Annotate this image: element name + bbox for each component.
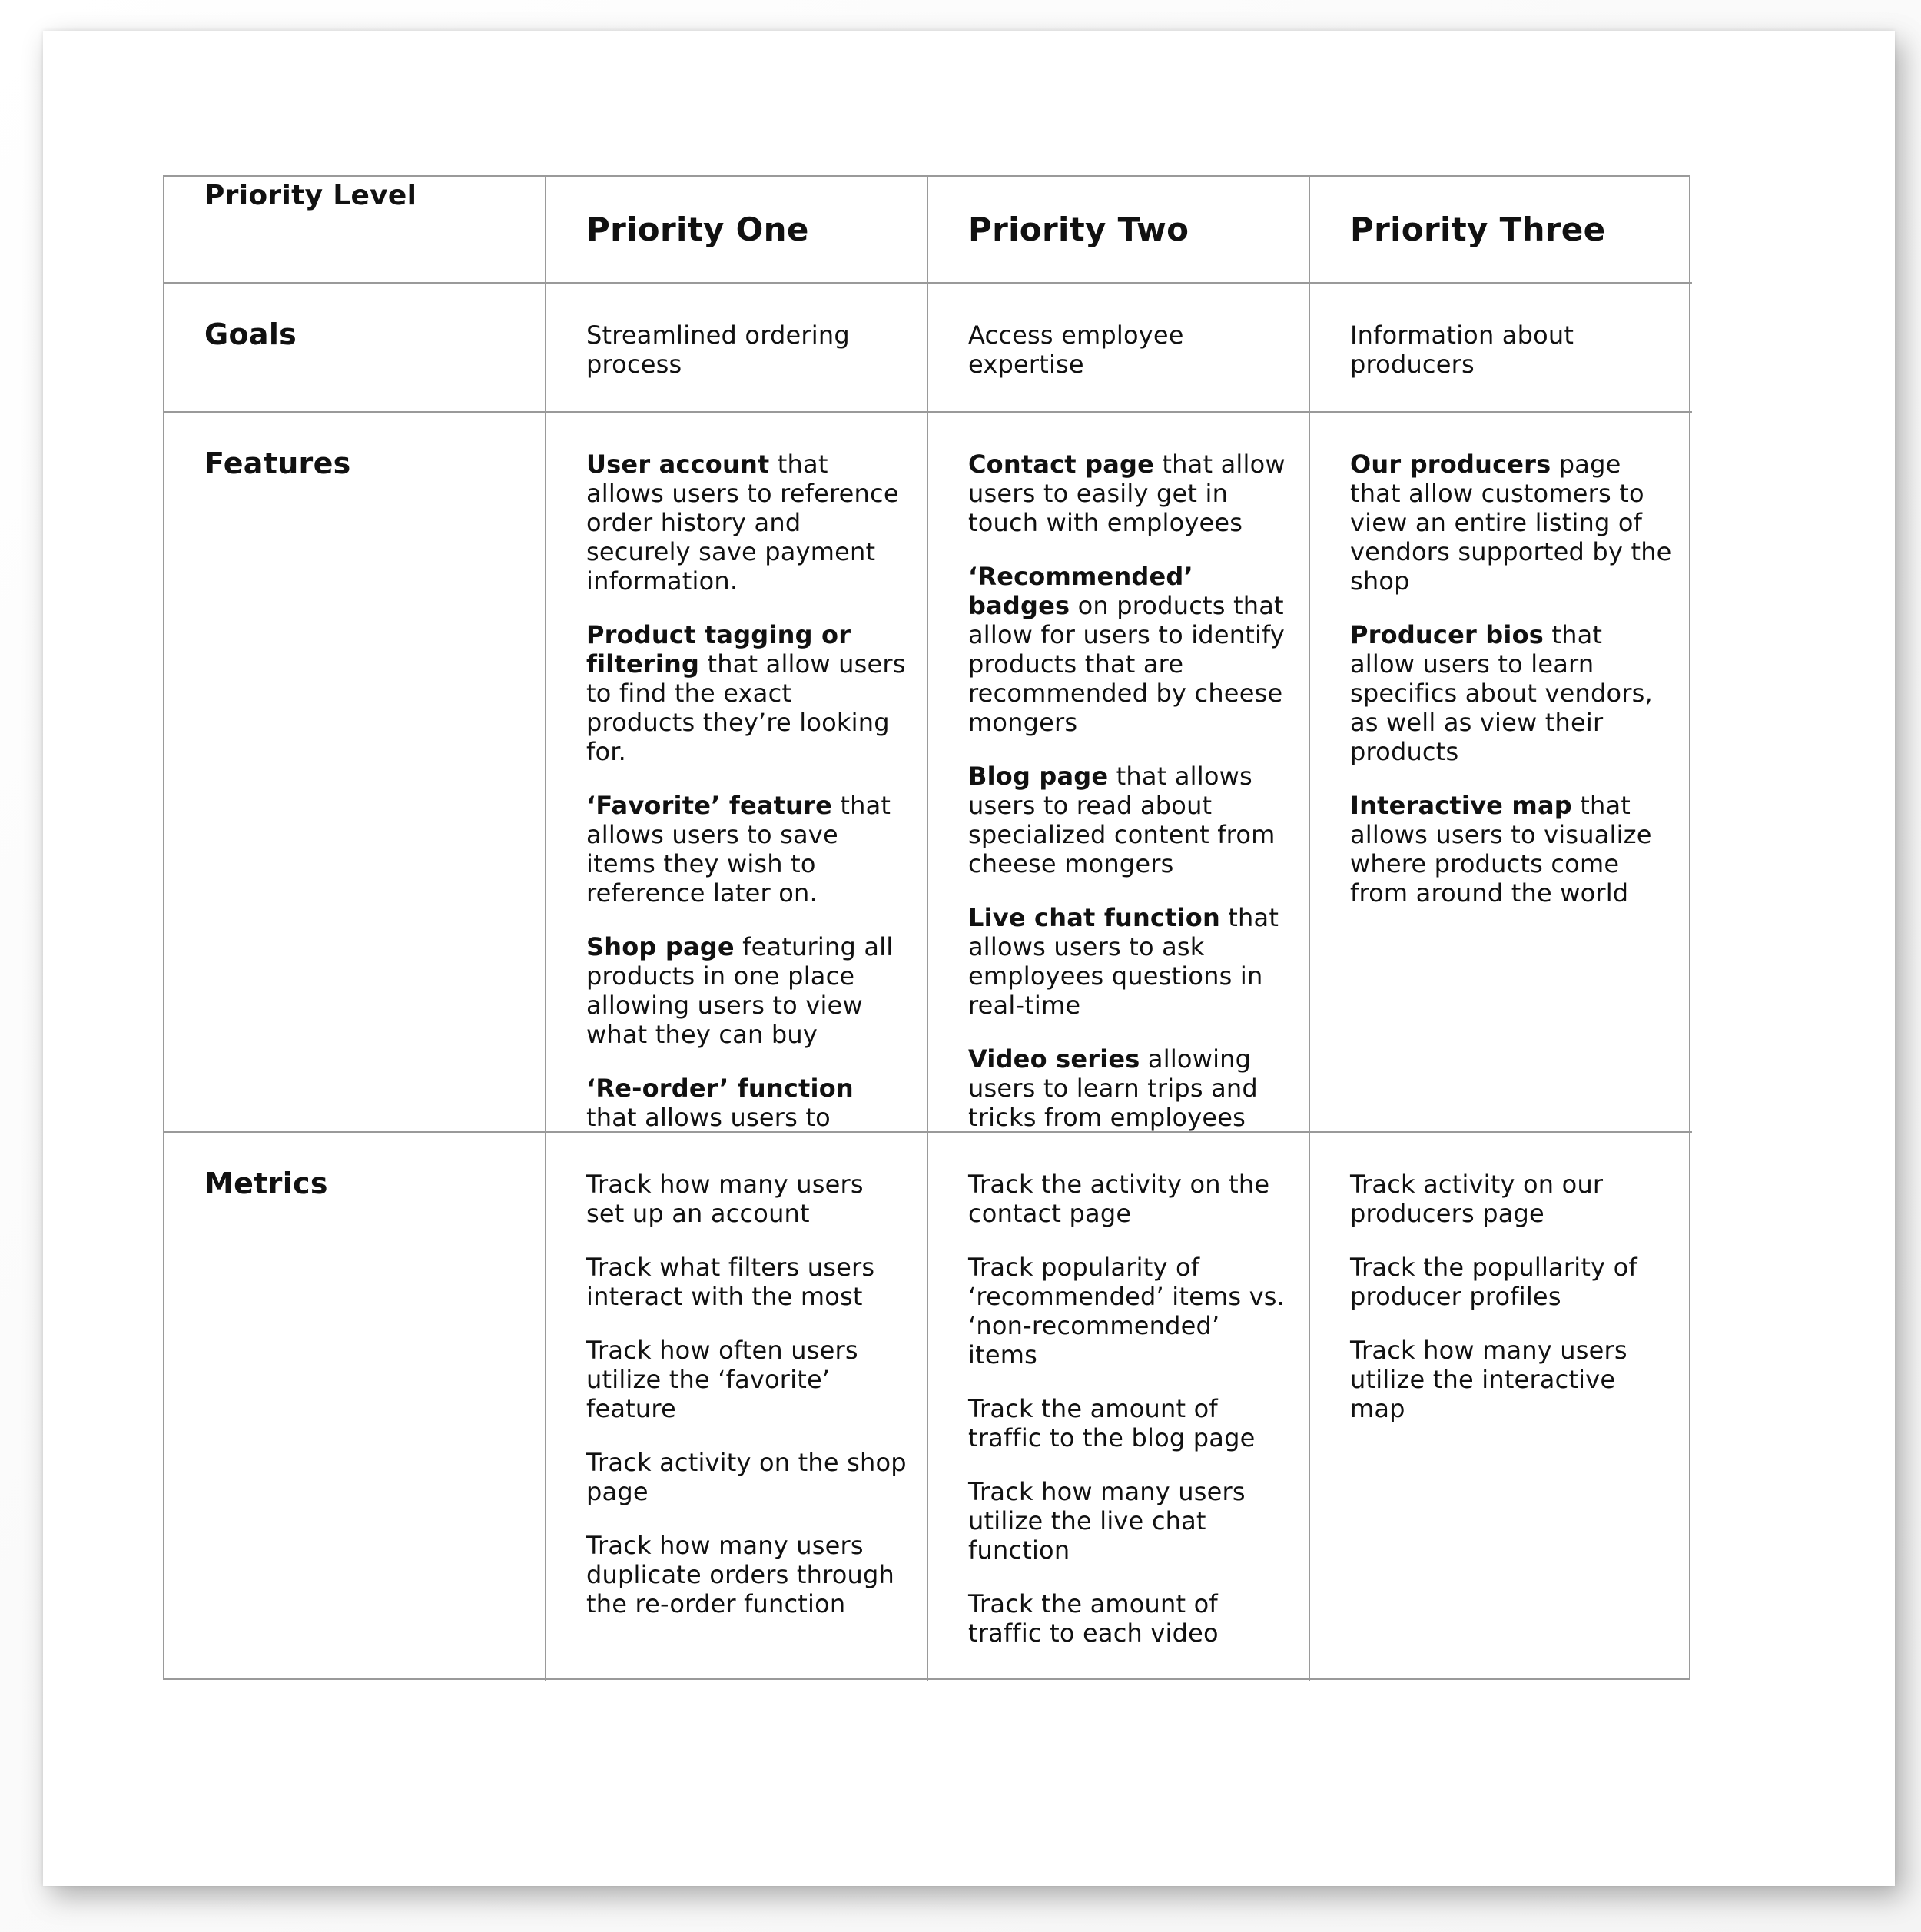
metric-item: Track how many users duplicate orders through the re-order function — [586, 1531, 895, 1618]
features-label-cell — [164, 413, 546, 1133]
priority-three-heading: Priority Three — [1350, 211, 1606, 248]
feature-description: that allows users to — [586, 1103, 831, 1132]
feature-name: Producer bios — [1350, 620, 1544, 649]
feature-list — [968, 450, 1289, 1132]
metrics-priority-two-cell — [928, 1133, 1310, 1681]
metric-item: Track how many users utilize the interactive map — [1350, 1336, 1627, 1423]
metric-item: Track what filters users interact with the most — [586, 1253, 875, 1311]
feature-item — [968, 450, 1289, 537]
metric-item: Track popularity of ‘recommended’ items vs. ‘non-recommended’ items — [968, 1253, 1285, 1369]
metric-list — [968, 1170, 1289, 1648]
metric-item: Track activity on our producers page — [1350, 1170, 1604, 1228]
feature-name: ‘Re-order’ function — [586, 1074, 854, 1103]
priority-matrix-table — [163, 175, 1690, 1680]
header-label-cell — [164, 177, 546, 284]
feature-item — [968, 562, 1289, 737]
feature-item — [968, 762, 1289, 878]
goal-text: Streamlined ordering process — [586, 320, 850, 379]
feature-description: that allows users to visualize where products come from around the world — [1350, 791, 1652, 908]
metrics-label-cell — [164, 1133, 546, 1681]
feature-name: User account — [586, 450, 770, 479]
metric-item: Track how many users utilize the live chat function — [968, 1477, 1246, 1565]
feature-item — [586, 1074, 907, 1133]
metrics-priority-three-cell — [1310, 1133, 1692, 1681]
feature-list — [1350, 450, 1672, 908]
metric-list — [586, 1170, 907, 1618]
goals-priority-three-cell — [1310, 284, 1692, 413]
feature-name: Contact page — [968, 450, 1155, 479]
feature-description: allowing users to learn trips and tricks from employees — [968, 1044, 1258, 1132]
metric-list — [1350, 1170, 1672, 1423]
feature-description: that allows users to save items they wish to reference later on. — [586, 791, 891, 908]
feature-item — [968, 903, 1289, 1020]
goal-text: Information about producers — [1350, 320, 1574, 379]
metric-item: Track the amount of traffic to each video — [968, 1589, 1219, 1648]
feature-item — [1350, 450, 1672, 596]
feature-name: Product tagging or filtering — [586, 620, 851, 679]
features-priority-two-cell — [928, 413, 1310, 1133]
feature-description: on products that allow for users to identify products that are recommended by cheese mongers — [968, 591, 1286, 737]
metric-item: Track the activity on the contact page — [968, 1170, 1270, 1228]
feature-description: that allow users to find the exact products they’re looking for. — [586, 649, 906, 766]
feature-list — [586, 450, 907, 1133]
feature-name: Video series — [968, 1044, 1140, 1074]
metric-item: Track how many users set up an account — [586, 1170, 864, 1228]
metric-item: Track the amount of traffic to the blog page — [968, 1394, 1256, 1452]
features-priority-one-cell — [546, 413, 928, 1133]
feature-item — [586, 620, 907, 766]
feature-item — [586, 791, 907, 908]
feature-name: ‘Favorite’ feature — [586, 791, 833, 820]
feature-item — [1350, 791, 1672, 908]
goals-label: Goals — [204, 317, 297, 351]
header-priority-two-cell — [928, 177, 1310, 284]
feature-name: Blog page — [968, 762, 1109, 791]
metrics-priority-one-cell — [546, 1133, 928, 1681]
feature-name: Live chat function — [968, 903, 1220, 932]
feature-description: that allow users to easily get in touch with employees — [968, 450, 1286, 537]
priority-level-label: Priority Level — [204, 180, 417, 211]
goal-text: Access employee expertise — [968, 320, 1184, 379]
feature-description: that allows users to read about specialized content from cheese mongers — [968, 762, 1276, 878]
priority-one-heading: Priority One — [586, 211, 809, 248]
metric-item: Track how often users utilize the ‘favorite’ feature — [586, 1336, 858, 1423]
metric-item: Track activity on the shop page — [586, 1448, 907, 1506]
feature-item — [586, 932, 907, 1049]
feature-name: Our producers — [1350, 450, 1551, 479]
feature-description: page that allow customers to view an entire listing of vendors supported by the shop — [1350, 450, 1672, 596]
goals-priority-one-cell — [546, 284, 928, 413]
feature-item — [968, 1044, 1289, 1132]
feature-description: that allow users to learn specifics about vendors, as well as view their products — [1350, 620, 1653, 766]
feature-item — [586, 450, 907, 596]
metrics-label: Metrics — [204, 1167, 328, 1200]
header-priority-one-cell — [546, 177, 928, 284]
goals-priority-two-cell — [928, 284, 1310, 413]
feature-name: Interactive map — [1350, 791, 1572, 820]
feature-description: that allows users to reference order history and securely save payment information. — [586, 450, 899, 596]
features-label: Features — [204, 446, 351, 480]
feature-name: Shop page — [586, 932, 735, 961]
header-priority-three-cell — [1310, 177, 1692, 284]
feature-description: that allows users to ask employees questions in real-time — [968, 903, 1279, 1020]
feature-item — [1350, 620, 1672, 766]
feature-name: ‘Recommended’ badges — [968, 562, 1193, 620]
goals-label-cell — [164, 284, 546, 413]
feature-description: featuring all products in one place allowing users to view what they can buy — [586, 932, 894, 1049]
features-priority-three-cell — [1310, 413, 1692, 1133]
metric-item: Track the popullarity of producer profiles — [1350, 1253, 1637, 1311]
priority-two-heading: Priority Two — [968, 211, 1189, 248]
